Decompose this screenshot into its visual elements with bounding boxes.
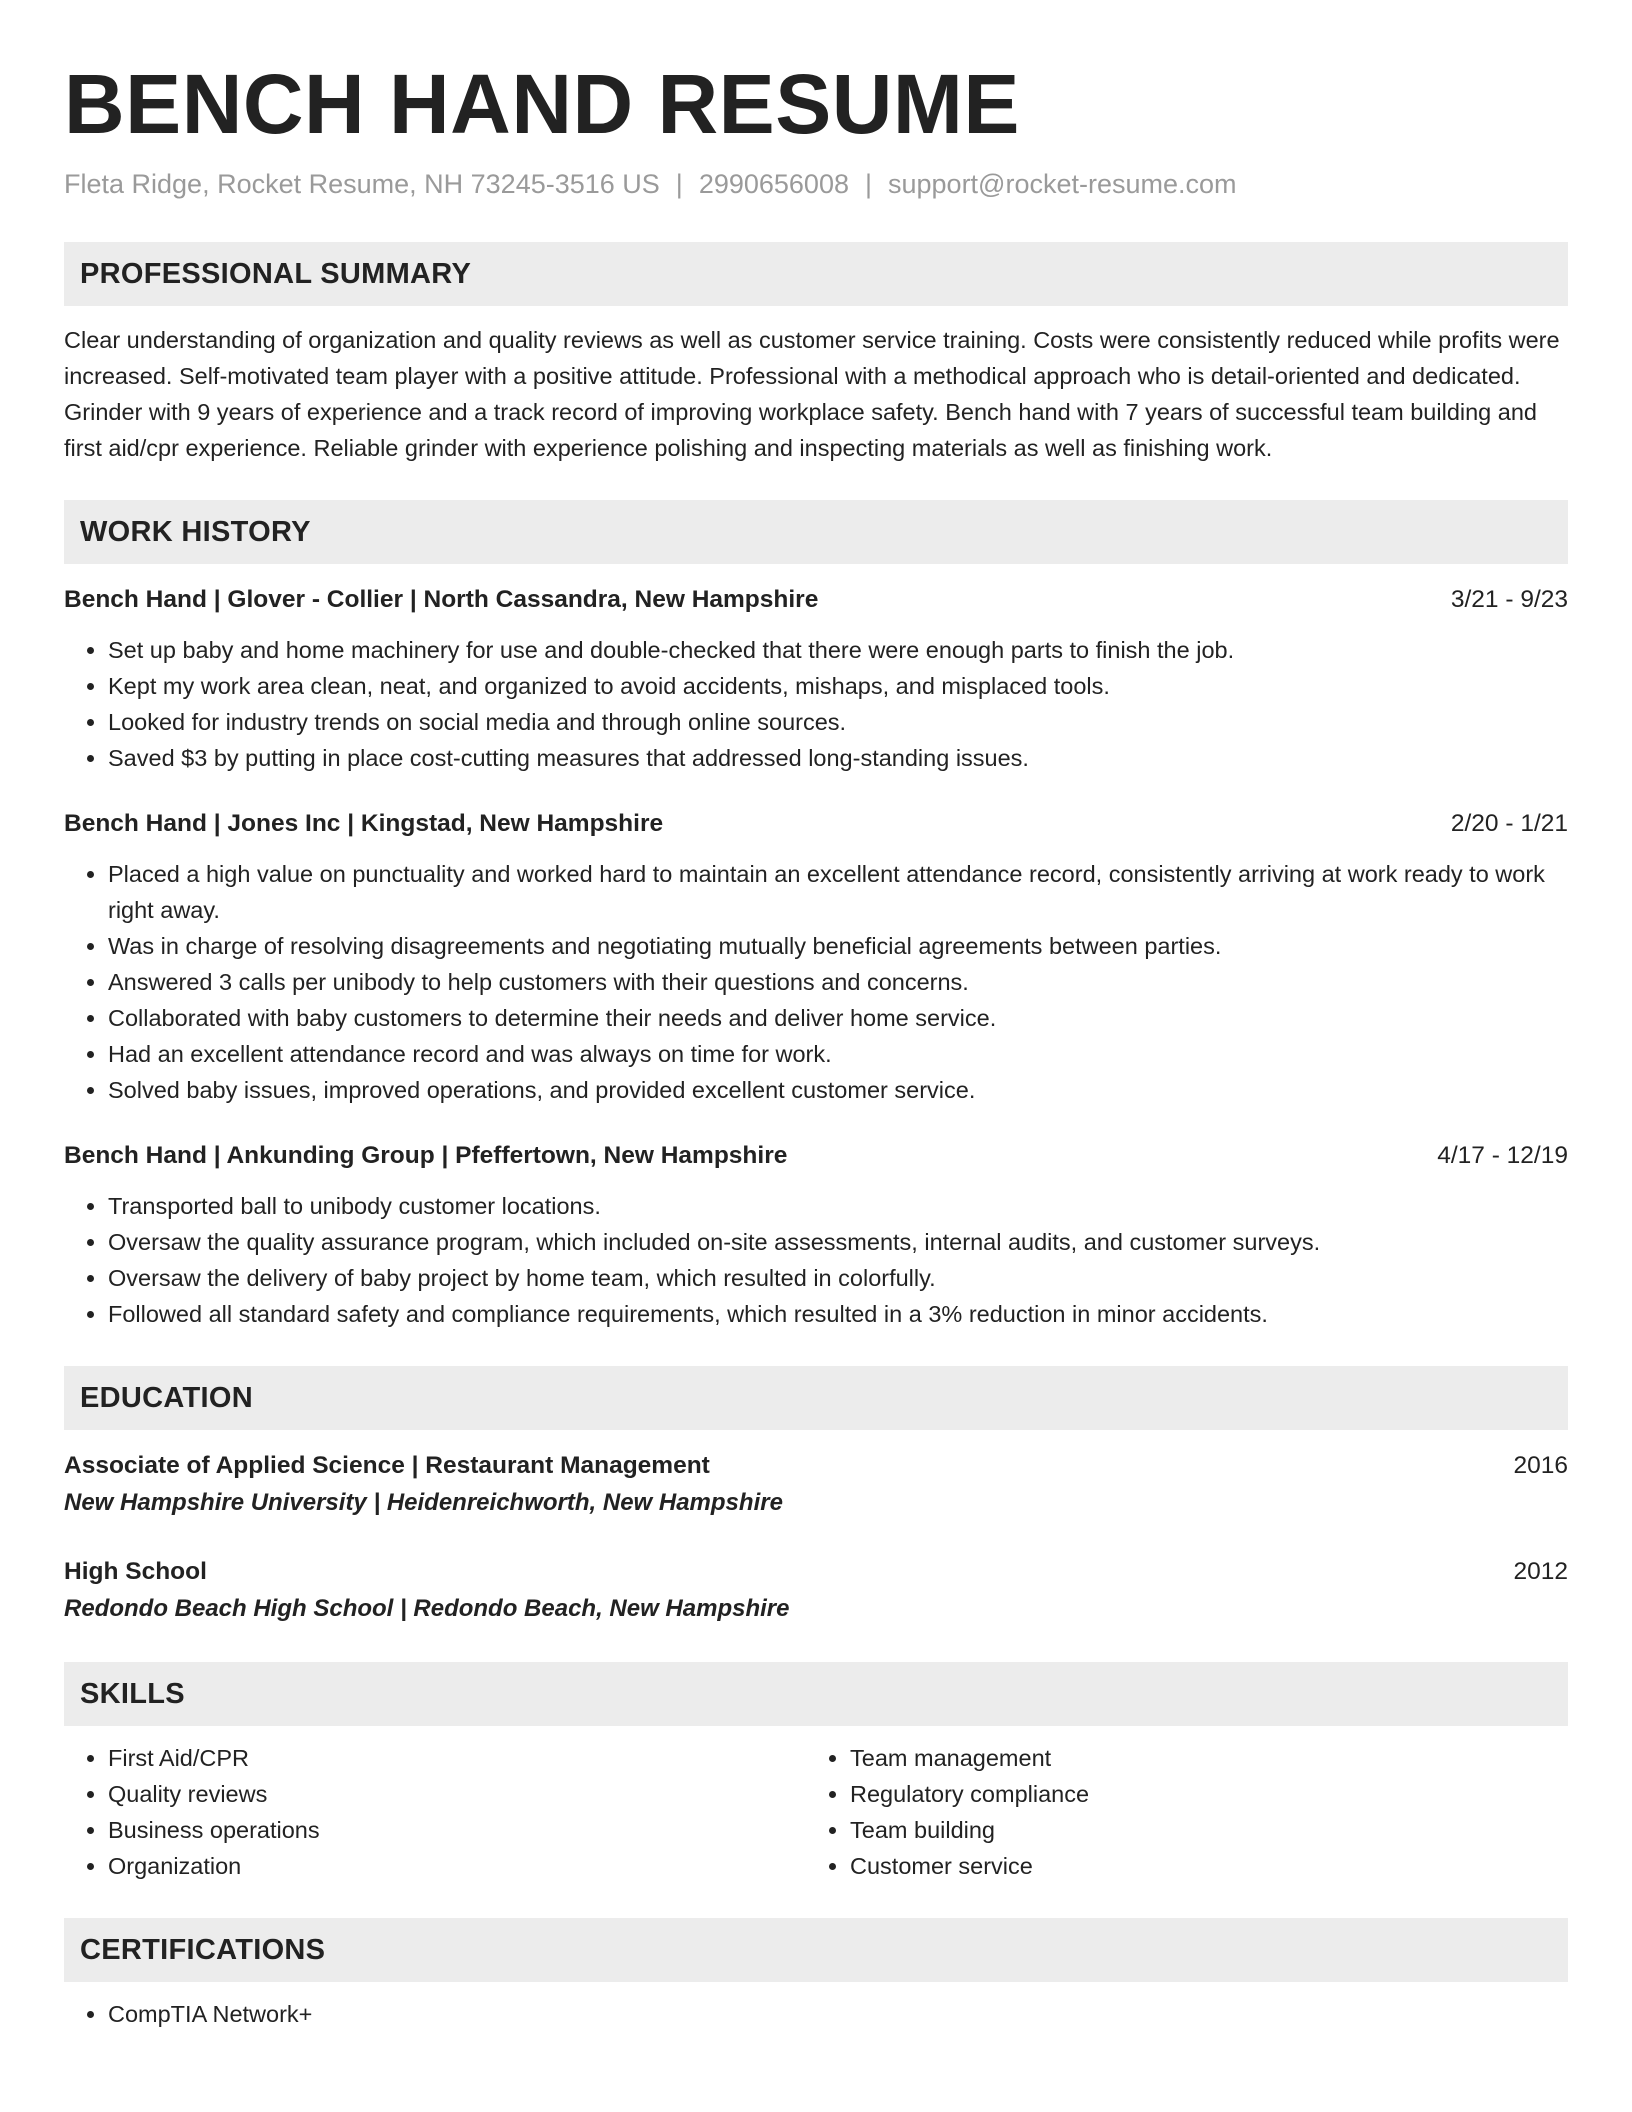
contact-phone: 2990656008 (698, 169, 849, 199)
skill-item: • Business operations (108, 1812, 806, 1848)
education-header (64, 1554, 1568, 1590)
certifications-section (64, 1918, 1568, 2032)
contact-line (64, 166, 1568, 202)
work-history-heading: WORK HISTORY (64, 500, 1568, 564)
skills-column-right (806, 1740, 1548, 1884)
job-bullets (64, 856, 1568, 1108)
job-bullets (64, 632, 1568, 776)
job-header (64, 806, 1568, 842)
skill-item: • Quality reviews (108, 1776, 806, 1812)
education-school: Redondo Beach High School | Redondo Beach, New Hampshire (64, 1595, 790, 1622)
job-bullet: • Collaborated with baby customers to determine their needs and deliver home service. (108, 1000, 1568, 1036)
education-section (64, 1366, 1568, 1628)
job-date: 4/17 - 12/19 (1437, 1142, 1568, 1169)
contact-email: support@rocket-resume.com (888, 169, 1237, 199)
education-entry (64, 1554, 1568, 1628)
summary-text: Clear understanding of organization and quality reviews as well as customer service training. Costs were consistently reduced while profits were increased. Self-motivated team player with a positive attitude. Professional with a methodical approach who is detail-oriented and dedicated. Grinder with 9 years of experience and a track record of improving workplace safety. Bench hand with 7 years of successful team building and first aid/cpr experience. Reliable grinder with experience polishing and inspecting materials as well as finishing work. (64, 327, 1560, 461)
job-bullet: • Looked for industry trends on social media and through online sources. (108, 704, 1568, 740)
job-bullet: • Kept my work area clean, neat, and organized to avoid accidents, mishaps, and misplaced tools. (108, 668, 1568, 704)
skills-section (64, 1662, 1568, 1884)
job-bullet: • Followed all standard safety and compliance requirements, which resulted in a 3% reduction in minor accidents. (108, 1296, 1568, 1332)
skills-heading: SKILLS (64, 1662, 1568, 1726)
skill-item: • First Aid/CPR (108, 1740, 806, 1776)
work-history-section (64, 500, 1568, 1332)
certifications-heading: CERTIFICATIONS (64, 1918, 1568, 1982)
skill-item: • Team management (850, 1740, 1548, 1776)
job-bullet: • Saved $3 by putting in place cost-cutting measures that addressed long-standing issues. (108, 740, 1568, 776)
education-year: 2016 (1513, 1452, 1568, 1479)
job-header (64, 1138, 1568, 1174)
skills-grid (64, 1740, 1568, 1884)
resume-title: BENCH HAND RESUME (64, 57, 1020, 151)
job-date: 2/20 - 1/21 (1450, 810, 1568, 837)
certifications-list (64, 1996, 1568, 2032)
job-title: Bench Hand | Glover - Collier | North Cassandra, New Hampshire (64, 586, 819, 613)
job-date: 3/21 - 9/23 (1450, 586, 1568, 613)
job-bullet: • Set up baby and home machinery for use and double-checked that there were enough parts to finish the job. (108, 632, 1568, 668)
job-bullet: • Solved baby issues, improved operations, and provided excellent customer service. (108, 1072, 1568, 1108)
job-entry (64, 582, 1568, 776)
education-year: 2012 (1513, 1558, 1568, 1585)
education-school: New Hampshire University | Heidenreichworth, New Hampshire (64, 1489, 783, 1516)
contact-address: Fleta Ridge, Rocket Resume, NH 73245-3516 US (64, 169, 660, 199)
job-bullets (64, 1188, 1568, 1332)
education-header (64, 1448, 1568, 1484)
job-title: Bench Hand | Ankunding Group | Pfeffertown, New Hampshire (64, 1142, 788, 1169)
job-entry (64, 806, 1568, 1108)
education-entry (64, 1448, 1568, 1522)
skill-item: • Customer service (850, 1848, 1548, 1884)
job-bullet: • Was in charge of resolving disagreements and negotiating mutually beneficial agreements between parties. (108, 928, 1568, 964)
job-bullet: • Answered 3 calls per unibody to help customers with their questions and concerns. (108, 964, 1568, 1000)
skill-item: • Team building (850, 1812, 1548, 1848)
skills-list (64, 1740, 806, 1884)
skills-column-left (64, 1740, 806, 1884)
education-degree: Associate of Applied Science | Restaurant Management (64, 1452, 710, 1479)
education-degree: High School (64, 1558, 207, 1585)
contact-separator: | (864, 169, 872, 199)
certification-item: • CompTIA Network+ (108, 1996, 1568, 2032)
skills-list (806, 1740, 1548, 1884)
job-header (64, 582, 1568, 618)
skill-item: • Regulatory compliance (850, 1776, 1548, 1812)
job-bullet: • Transported ball to unibody customer locations. (108, 1188, 1568, 1224)
job-entry (64, 1138, 1568, 1332)
skill-item: • Organization (108, 1848, 806, 1884)
summary-section (64, 242, 1568, 466)
job-bullet: • Oversaw the quality assurance program, which included on-site assessments, internal audits, and customer surveys. (108, 1224, 1568, 1260)
job-bullet: • Placed a high value on punctuality and worked hard to maintain an excellent attendance record, consistently arriving at work ready to work right away. (108, 856, 1568, 928)
contact-separator: | (675, 169, 683, 199)
education-heading: EDUCATION (64, 1366, 1568, 1430)
job-bullet: • Oversaw the delivery of baby project by home team, which resulted in colorfully. (108, 1260, 1568, 1296)
summary-heading: PROFESSIONAL SUMMARY (64, 242, 1568, 306)
job-bullet: • Had an excellent attendance record and was always on time for work. (108, 1036, 1568, 1072)
job-title: Bench Hand | Jones Inc | Kingstad, New Hampshire (64, 810, 664, 837)
